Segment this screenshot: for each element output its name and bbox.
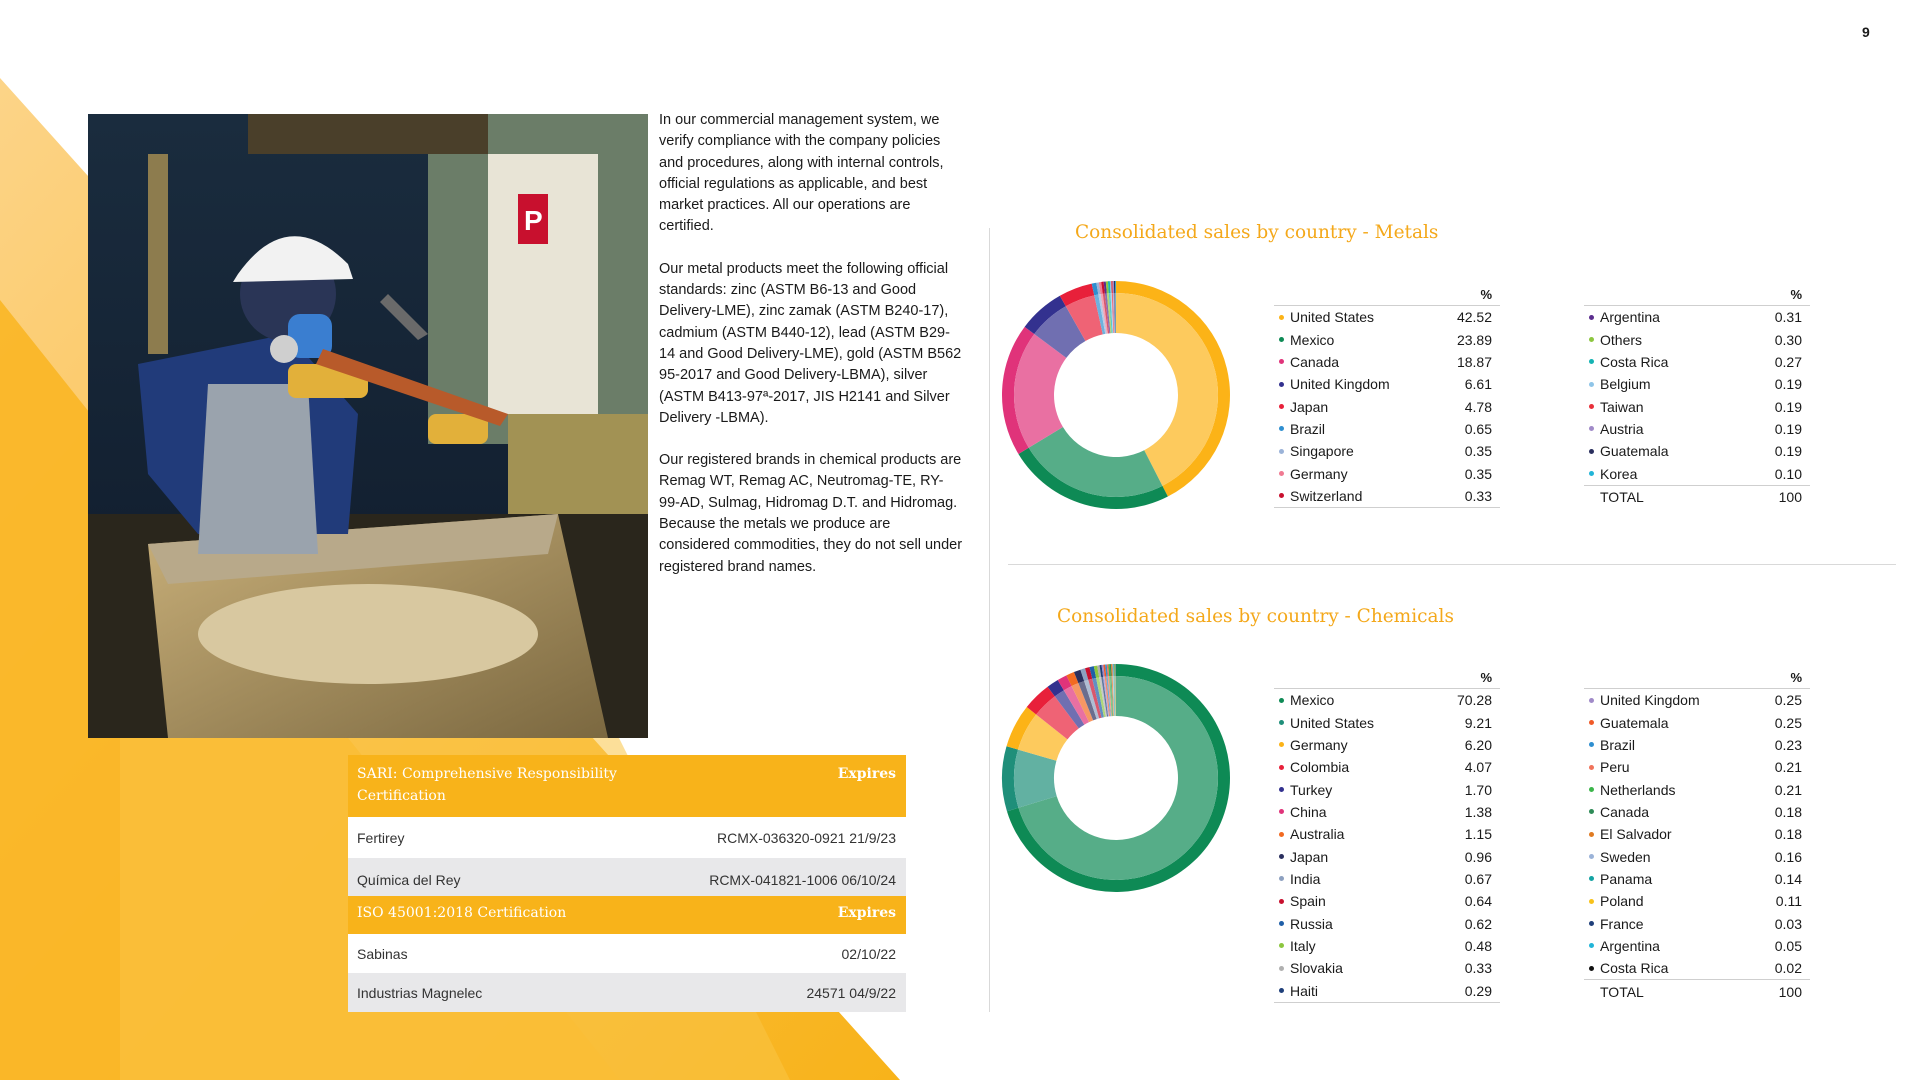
country-name: Slovakia: [1290, 960, 1343, 977]
legend-dot-icon: [1589, 832, 1594, 837]
legend-row: [1274, 801, 1500, 823]
country-percent: 0.03: [1774, 915, 1802, 932]
country-percent: 0.23: [1774, 736, 1802, 753]
legend-row: [1274, 868, 1500, 890]
country-name: Canada: [1290, 353, 1340, 370]
legend-dot-icon: [1279, 765, 1284, 770]
country-name: Singapore: [1290, 443, 1354, 460]
sign-text: P: [524, 205, 543, 236]
slice-guatemala-outer: [1114, 281, 1115, 293]
metals-chart-title: Consolidated sales by country - Metals: [1075, 222, 1439, 243]
legend-row: [1274, 890, 1500, 912]
chemicals-donut-chart: [1001, 663, 1231, 893]
legend-row: [1584, 756, 1810, 778]
legend-row: [1584, 778, 1810, 800]
country-percent: 0.19: [1774, 376, 1802, 393]
cert-row-name: Sabinas: [357, 945, 408, 962]
legend-dot-icon: [1589, 404, 1594, 409]
legend-row: [1584, 440, 1810, 462]
country-percent: 0.48: [1464, 937, 1492, 954]
country-name: Others: [1600, 331, 1643, 348]
legend-dot-icon: [1589, 382, 1594, 387]
chemicals-chart-title: Consolidated sales by country - Chemicals: [1057, 606, 1454, 627]
legend-row: [1274, 845, 1500, 867]
legend-row: [1584, 801, 1810, 823]
legend-label: [1589, 309, 1660, 325]
country-name: Germany: [1290, 465, 1348, 482]
legend-row: [1584, 395, 1810, 417]
legend-label: [1589, 421, 1644, 437]
cert-row-value: RCMX-036320-0921 21/9/23: [716, 829, 896, 846]
legend-label: [1589, 871, 1652, 887]
country-percent: 0.19: [1774, 443, 1802, 460]
legend-dot-icon: [1589, 943, 1594, 948]
country-name: Spain: [1290, 893, 1326, 910]
legend-row: [1274, 979, 1500, 1002]
country-name: Taiwan: [1600, 398, 1644, 415]
legend-row: [1274, 462, 1500, 484]
country-name: Costa Rica: [1600, 960, 1669, 977]
legend-label: [1279, 466, 1348, 482]
country-name: Brazil: [1290, 420, 1326, 437]
country-percent: 0.33: [1464, 487, 1492, 504]
vertical-divider: [989, 228, 990, 1012]
legend-label: [1279, 849, 1328, 865]
legend-dot-icon: [1589, 359, 1594, 364]
percent-header: %: [1274, 667, 1500, 689]
country-name: United States: [1290, 714, 1375, 731]
chemicals-table-left: [1274, 667, 1500, 1003]
legend-dot-icon: [1589, 787, 1594, 792]
cert-header-sari: [348, 755, 906, 817]
legend-row: [1274, 689, 1500, 711]
cert-title: ISO 45001:2018 Certification: [357, 905, 567, 921]
cert-row-name: Química del Rey: [357, 872, 461, 888]
legend-row: [1274, 351, 1500, 373]
country-name: Panama: [1600, 870, 1653, 887]
legend-label: [1279, 893, 1326, 909]
legend-dot-icon: [1279, 809, 1284, 814]
legend-row: [1584, 462, 1810, 484]
legend-label: [1589, 399, 1644, 415]
legend-label: [1279, 421, 1325, 437]
cert-row-name: Industrias Magnelec: [357, 984, 483, 1001]
legend-row: [1584, 890, 1810, 912]
legend-dot-icon: [1589, 698, 1594, 703]
legend-label: [1589, 715, 1668, 731]
metals-table-right: [1584, 284, 1810, 508]
legend-label: [1279, 332, 1334, 348]
country-name: Korea: [1600, 465, 1638, 482]
country-percent: 9.21: [1464, 714, 1492, 731]
horizontal-divider: [1008, 564, 1896, 565]
country-name: Costa Rica: [1600, 353, 1669, 370]
legend-dot-icon: [1279, 742, 1284, 747]
country-name: China: [1290, 803, 1327, 820]
legend-dot-icon: [1589, 449, 1594, 454]
total-value: 100: [1778, 488, 1802, 505]
country-percent: 23.89: [1456, 331, 1492, 348]
legend-dot-icon: [1279, 359, 1284, 364]
country-name: Germany: [1290, 736, 1348, 753]
total-row: [1584, 485, 1810, 508]
legend-row: [1274, 756, 1500, 778]
country-percent: 0.96: [1464, 848, 1492, 865]
legend-dot-icon: [1279, 832, 1284, 837]
legend-row: [1584, 734, 1810, 756]
legend-label: [1589, 804, 1649, 820]
country-name: Guatemala: [1600, 714, 1669, 731]
country-name: Russia: [1290, 915, 1333, 932]
total-label: TOTAL: [1600, 983, 1644, 1000]
legend-dot-icon: [1279, 698, 1284, 703]
country-percent: 0.35: [1464, 443, 1492, 460]
metals-table-left: [1274, 284, 1500, 508]
country-percent: 4.78: [1464, 398, 1492, 415]
country-percent: 0.10: [1774, 465, 1802, 482]
legend-row: [1274, 373, 1500, 395]
legend-row: [1274, 485, 1500, 508]
legend-dot-icon: [1279, 787, 1284, 792]
legend-row: [1584, 845, 1810, 867]
legend-row: [1584, 418, 1810, 440]
legend-label: [1279, 983, 1318, 999]
legend-label: [1279, 916, 1333, 932]
legend-dot-icon: [1279, 449, 1284, 454]
legend-row: [1274, 912, 1500, 934]
legend-row: [1274, 734, 1500, 756]
country-name: Colombia: [1290, 759, 1350, 776]
legend-dot-icon: [1279, 876, 1284, 881]
legend-dot-icon: [1589, 966, 1594, 971]
legend-label: [1279, 826, 1344, 842]
country-percent: 0.62: [1464, 915, 1492, 932]
legend-label: [1279, 960, 1343, 976]
country-name: Canada: [1600, 803, 1650, 820]
country-name: El Salvador: [1600, 826, 1672, 843]
percent-header: %: [1274, 284, 1500, 306]
legend-dot-icon: [1589, 809, 1594, 814]
legend-row: [1274, 328, 1500, 350]
country-name: Austria: [1600, 420, 1644, 437]
legend-dot-icon: [1279, 493, 1284, 498]
country-name: Peru: [1600, 759, 1630, 776]
country-percent: 0.65: [1464, 420, 1492, 437]
legend-dot-icon: [1279, 382, 1284, 387]
country-name: Turkey: [1290, 781, 1333, 798]
cert-row: [348, 934, 906, 973]
legend-row: [1584, 868, 1810, 890]
country-percent: 18.87: [1456, 353, 1492, 370]
country-percent: 0.11: [1775, 893, 1802, 910]
country-name: United Kingdom: [1600, 692, 1700, 709]
body-paragraph: Our registered brands in chemical products are Remag WT, Remag AC, Neutromag-TE, RY-99-AD, Sulmag, Hidromag D.T. and Hidromag. Because the metals we produce are considered commodities, they do not sell under registered brand names.: [659, 452, 963, 575]
country-percent: 0.25: [1774, 714, 1802, 731]
page-number: 9: [1862, 24, 1870, 40]
legend-row: [1274, 823, 1500, 845]
country-name: Italy: [1290, 937, 1316, 954]
legend-dot-icon: [1589, 876, 1594, 881]
country-percent: 0.27: [1774, 353, 1802, 370]
country-name: United States: [1290, 309, 1375, 326]
total-row: [1584, 979, 1810, 1002]
country-percent: 42.52: [1456, 309, 1492, 326]
legend-dot-icon: [1279, 337, 1284, 342]
legend-row: [1584, 306, 1810, 328]
cert-row: [348, 817, 906, 858]
legend-row: [1274, 418, 1500, 440]
metals-donut-chart: [1001, 280, 1231, 510]
legend-dot-icon: [1589, 720, 1594, 725]
percent-header: %: [1584, 284, 1810, 306]
legend-label: [1279, 376, 1390, 392]
country-percent: 0.25: [1774, 692, 1802, 709]
country-name: Japan: [1290, 848, 1329, 865]
legend-label: [1589, 443, 1668, 459]
legend-dot-icon: [1279, 315, 1284, 320]
chemicals-table-right: [1584, 667, 1810, 1003]
country-percent: 0.64: [1464, 893, 1492, 910]
legend-row: [1274, 778, 1500, 800]
country-percent: 4.07: [1464, 759, 1492, 776]
legend-label: [1279, 938, 1316, 954]
country-name: Mexico: [1290, 331, 1335, 348]
certifications-table: [348, 755, 906, 1012]
country-percent: 0.18: [1774, 826, 1802, 843]
cert-expires-label: Expires: [837, 766, 896, 782]
legend-label: [1279, 443, 1354, 459]
country-percent: 0.19: [1774, 398, 1802, 415]
country-name: Argentina: [1600, 937, 1660, 954]
country-percent: 0.16: [1774, 848, 1802, 865]
legend-dot-icon: [1279, 943, 1284, 948]
legend-dot-icon: [1589, 315, 1594, 320]
percent-header: %: [1584, 667, 1810, 689]
legend-row: [1274, 711, 1500, 733]
country-name: Haiti: [1290, 982, 1319, 999]
legend-row: [1584, 957, 1810, 979]
legend-row: [1584, 328, 1810, 350]
body-paragraph: In our commercial management system, we verify compliance with the company policies and procedures, along with internal controls, official regulations as applicable, and best market practices. All our operations are certified.: [659, 112, 944, 235]
country-name: Mexico: [1290, 692, 1335, 709]
legend-label: [1589, 960, 1668, 976]
legend-row: [1584, 689, 1810, 711]
legend-dot-icon: [1279, 966, 1284, 971]
country-name: Japan: [1290, 398, 1329, 415]
cert-header-iso: [348, 896, 906, 934]
country-percent: 0.29: [1464, 982, 1492, 999]
legend-dot-icon: [1589, 471, 1594, 476]
country-percent: 0.31: [1774, 309, 1802, 326]
country-percent: 0.33: [1464, 960, 1492, 977]
country-percent: 1.70: [1464, 781, 1492, 798]
legend-dot-icon: [1279, 720, 1284, 725]
legend-label: [1279, 804, 1327, 820]
cert-row: [348, 973, 906, 1012]
legend-row: [1274, 306, 1500, 328]
legend-row: [1274, 440, 1500, 462]
country-name: Switzerland: [1290, 487, 1363, 504]
legend-dot-icon: [1279, 471, 1284, 476]
body-text: [659, 110, 964, 599]
cert-row-name: Fertirey: [357, 829, 405, 846]
country-name: Sweden: [1600, 848, 1651, 865]
legend-dot-icon: [1279, 426, 1284, 431]
legend-dot-icon: [1279, 988, 1284, 993]
country-percent: 0.19: [1774, 420, 1802, 437]
total-value: 100: [1778, 983, 1802, 1000]
legend-label: [1589, 354, 1668, 370]
country-percent: 0.67: [1464, 870, 1492, 887]
country-name: Poland: [1600, 893, 1644, 910]
country-percent: 6.20: [1464, 736, 1492, 753]
legend-label: [1589, 893, 1644, 909]
country-name: Brazil: [1600, 736, 1636, 753]
legend-label: [1589, 849, 1651, 865]
legend-label: [1279, 309, 1374, 325]
country-percent: 0.21: [1774, 759, 1802, 776]
country-name: Guatemala: [1600, 443, 1669, 460]
total-label: TOTAL: [1600, 488, 1644, 505]
country-name: France: [1600, 915, 1644, 932]
legend-row: [1274, 395, 1500, 417]
legend-label: [1589, 826, 1672, 842]
legend-dot-icon: [1589, 765, 1594, 770]
legend-label: [1589, 916, 1644, 932]
country-percent: 0.02: [1774, 960, 1802, 977]
legend-label: [1589, 466, 1637, 482]
legend-label: [1279, 759, 1349, 775]
body-paragraph: Our metal products meet the following official standards: zinc (ASTM B6-13 and Good Delivery-LME), zinc zamak (ASTM B240-17), cadmium (ASTM B440-12), lead (ASTM B29-14 and Good Delivery-LME), gold (ASTM B562 95-2017 and Good Delivery-LBMA), silver (ASTM B413-97ª-2017, JIS H2141 and Silver Delivery -LBMA).: [659, 260, 962, 426]
cert-row-value: 02/10/22: [841, 945, 896, 962]
legend-label: [1589, 782, 1676, 798]
legend-dot-icon: [1589, 921, 1594, 926]
legend-row: [1584, 935, 1810, 957]
legend-label: [1589, 376, 1651, 392]
legend-dot-icon: [1279, 404, 1284, 409]
legend-dot-icon: [1589, 426, 1594, 431]
slice-korea-outer: [1115, 281, 1116, 293]
legend-row: [1584, 711, 1810, 733]
country-name: Belgium: [1600, 376, 1651, 393]
legend-dot-icon: [1589, 899, 1594, 904]
cert-row: [348, 858, 906, 896]
legend-row: [1274, 935, 1500, 957]
legend-dot-icon: [1279, 854, 1284, 859]
legend-label: [1279, 488, 1362, 504]
cert-expires-label: Expires: [837, 905, 896, 921]
country-percent: 70.28: [1456, 692, 1492, 709]
country-percent: 0.05: [1774, 937, 1802, 954]
legend-label: [1279, 399, 1328, 415]
country-percent: 0.14: [1774, 870, 1802, 887]
country-name: Australia: [1290, 826, 1345, 843]
country-percent: 6.61: [1464, 376, 1492, 393]
country-name: Netherlands: [1600, 781, 1676, 798]
worker-photo: [88, 114, 648, 738]
legend-label: [1279, 871, 1320, 887]
legend-dot-icon: [1589, 854, 1594, 859]
legend-label: [1279, 354, 1339, 370]
legend-label: [1589, 938, 1660, 954]
country-name: India: [1290, 870, 1321, 887]
legend-label: [1279, 737, 1348, 753]
legend-label: [1589, 759, 1630, 775]
legend-dot-icon: [1279, 921, 1284, 926]
legend-label: [1589, 737, 1635, 753]
country-name: United Kingdom: [1290, 376, 1390, 393]
legend-dot-icon: [1589, 337, 1594, 342]
country-percent: 0.18: [1774, 803, 1802, 820]
legend-dot-icon: [1279, 899, 1284, 904]
legend-label: [1589, 332, 1642, 348]
country-percent: 1.15: [1464, 826, 1492, 843]
legend-row: [1274, 957, 1500, 979]
legend-row: [1584, 823, 1810, 845]
legend-dot-icon: [1589, 742, 1594, 747]
country-percent: 1.38: [1464, 803, 1492, 820]
legend-label: [1279, 782, 1332, 798]
country-percent: 0.35: [1464, 465, 1492, 482]
worker-photo-icon: [88, 114, 648, 738]
cert-row-value: 24571 04/9/22: [806, 984, 896, 1001]
legend-label: [1279, 715, 1374, 731]
country-name: Argentina: [1600, 309, 1660, 326]
cert-row-value: RCMX-041821-1006 06/10/24: [709, 872, 896, 888]
cert-title: SARI: Comprehensive Responsibility Certification: [357, 766, 617, 804]
country-percent: 0.21: [1774, 781, 1802, 798]
legend-label: [1589, 692, 1700, 708]
legend-label: [1279, 692, 1334, 708]
legend-row: [1584, 373, 1810, 395]
legend-row: [1584, 351, 1810, 373]
country-percent: 0.30: [1774, 331, 1802, 348]
legend-row: [1584, 912, 1810, 934]
